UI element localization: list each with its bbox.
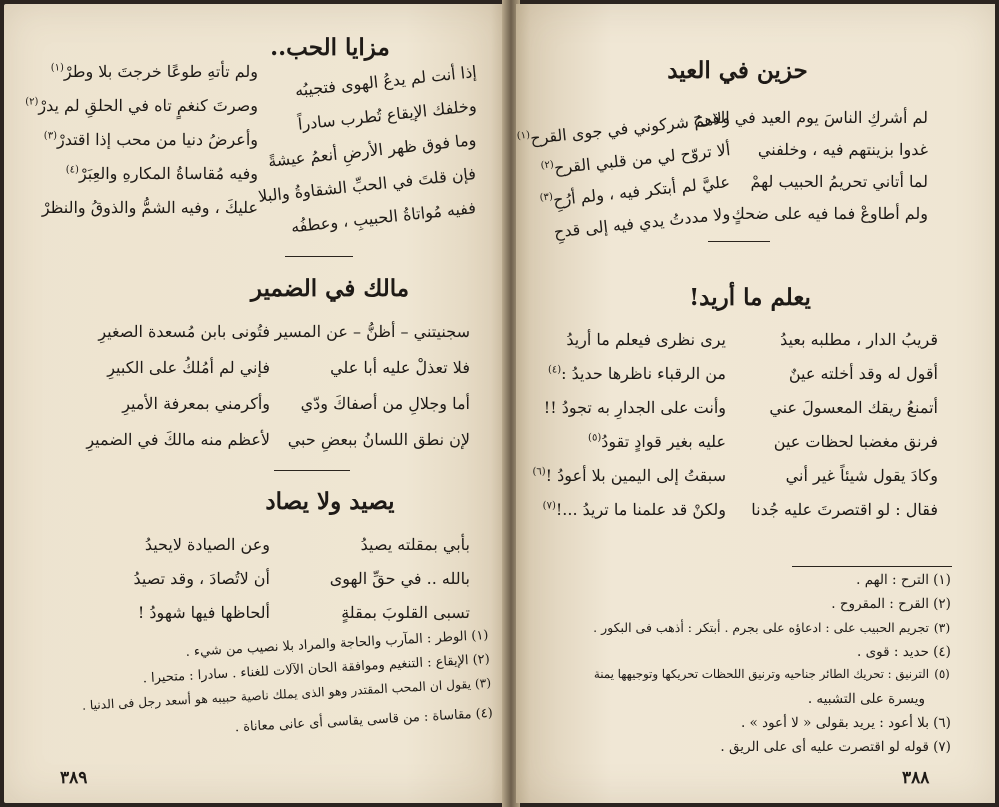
- footnote: (٥)الترنيق : تحريك الطائر جناحيه وترنيق اللحظات تحريكها وتوجيهها يمنة: [594, 667, 955, 681]
- poem-yasid: [110, 535, 470, 635]
- verse-second-hemistich: وصرتَ كنغمٍ تاه في الحلقِ لم يدرْ$^{(٢)}$: [25, 96, 258, 115]
- verse-first-hemistich: ولم أطاوعْ فما فيه على ضحكٍ: [731, 204, 928, 223]
- verse-second-hemistich: وعن الصيادة لايحيدُ: [144, 535, 270, 554]
- verse: [41, 198, 477, 237]
- verse-second-hemistich: ولاهمُ شركوني في جوى القرح$^{(١)}$: [516, 108, 731, 148]
- verse-first-hemistich: أما وجلالِ من أصفاكَ ودّي: [300, 394, 470, 413]
- verse: [540, 204, 928, 242]
- footnote-marker: (٣): [43, 130, 57, 142]
- poem-yaalam: [532, 330, 938, 530]
- footnote-number: (٧): [933, 739, 951, 755]
- page-number: ٣٨٩: [60, 768, 88, 788]
- footnote-number: (٦): [933, 715, 951, 731]
- verse-second-hemistich: يرى نظرى فيعلم ما أريدُ: [566, 330, 726, 349]
- verse: [539, 172, 928, 210]
- verse: [532, 466, 938, 496]
- footnote-marker: (٣): [539, 191, 554, 204]
- footnote: (٢) الإيقاع : التنغيم وموافقة الحان الآلات للغناء . سادرا : متحيرا .: [142, 651, 491, 687]
- verse: [25, 96, 477, 134]
- verse: [107, 358, 470, 388]
- verse-second-hemistich: سبقتُ إلى اليمين بلا أعودُ !$^{(٦)}$: [532, 466, 726, 485]
- page-number: ٣٨٨: [902, 768, 930, 788]
- verse-first-hemistich: فقال : لو اقتصرتَ عليه جُدنا: [751, 500, 938, 519]
- footnote: (٦)بلا أعود : يريد بقولى « لا أعود » .: [741, 715, 955, 731]
- verse-first-hemistich: بأبي بمقلته يصيدُ: [360, 535, 470, 554]
- verse-second-hemistich: أن لاتُصادَ ، وقد تصيدُ: [133, 569, 270, 588]
- verse: [532, 432, 938, 462]
- verse-first-hemistich: وخلفك الإيقاع تُطرب سادراً: [296, 96, 477, 134]
- verse-second-hemistich: عليه بغير قوادٍ تقودُ$^{(٥)}$: [588, 432, 726, 451]
- verse-first-hemistich: أقول له وقد أخلته عينٌ: [788, 364, 938, 383]
- verse: [110, 569, 470, 599]
- footnote-marker: (٦): [532, 466, 546, 478]
- verse-first-hemistich: بالله .. في حقِّ الهوى: [329, 569, 470, 588]
- footnote-number: (١): [933, 572, 951, 588]
- verse-first-hemistich: فإن قلتَ في الحبِّ الشقاوةُ والبلا: [257, 164, 477, 206]
- verse: [110, 394, 470, 424]
- footnote-marker: (٤): [65, 164, 79, 176]
- verse: [532, 500, 938, 530]
- verse-first-hemistich: لما أتاني تحريمُ الحبيب لهمْ: [750, 172, 928, 191]
- verse: [86, 430, 470, 460]
- footnote-marker: (٢): [539, 159, 555, 172]
- verse-second-hemistich: ألا تروّح لي من قلبي القرح$^{(٢)}$: [539, 140, 731, 178]
- verse: [43, 130, 477, 171]
- footnote-number: (٢): [933, 596, 951, 612]
- verse-second-hemistich: لأعظم منه مالكَ في الضميرِ: [86, 430, 270, 449]
- verse-second-hemistich: عليكَ ، وفيه الشمُّ والذوقُ والنظرْ: [41, 198, 258, 217]
- verse: [532, 398, 938, 428]
- verse: [98, 322, 470, 352]
- verse-first-hemistich: تسبى القلوبَ بمقلةٍ: [341, 603, 470, 622]
- verse: [516, 108, 928, 148]
- footnote-marker: (١): [50, 62, 64, 74]
- section-divider: [285, 256, 353, 257]
- verse-first-hemistich: لإن نطق اللسانُ ببعضِ حبي: [287, 430, 470, 449]
- verse-first-hemistich: قريبُ الدار ، مطلبه بعيدُ: [780, 330, 938, 349]
- footnote-separator: [792, 566, 952, 567]
- footnote: (٢)القرح : المقروح .: [831, 596, 955, 612]
- verse: [50, 62, 477, 101]
- poem-mazaya: [25, 62, 477, 237]
- verse-second-hemistich: فإني لم أمُلكُ على الكبيرِ: [107, 358, 270, 377]
- verse-second-hemistich: من الرقباء ناظرها حديدُ :$^{(٤)}$: [547, 364, 726, 383]
- footnote: (١)الترح : الهم .: [856, 572, 955, 588]
- verse-first-hemistich: غدوا بزينتهم فيه ، وخلفني: [757, 140, 928, 159]
- verse-first-hemistich: فرنق مغضبا لحظات عين: [773, 432, 938, 451]
- verse: [110, 535, 470, 565]
- footnote: (٤) مقاساة : من قاسى يقاسى أى عانى معاناة .: [234, 705, 494, 736]
- verse-second-hemistich: فتُونى بابن مُسعدة الصغيرِ: [98, 322, 270, 341]
- footnote-number: (٥): [934, 667, 950, 681]
- footnote: (٣) يقول ان المحب المقتدر وهو الذى يملك ناصية حبيبه هو أسعد رجل فى الدنيا .: [81, 675, 492, 713]
- verse-first-hemistich: إذا أنت لم يدعُ الهوى فتجيبُه: [293, 62, 477, 101]
- verse-second-hemistich: ألحاظها فيها شهودُ !: [137, 603, 270, 622]
- footnote-number: (٤): [933, 644, 951, 660]
- verse-second-hemistich: ولكنْ قد علمنا ما تريدُ ...!$^{(٧)}$: [542, 500, 726, 519]
- footnote-number: (٣): [933, 620, 951, 635]
- footnote-marker: (٥): [588, 432, 602, 444]
- verse: [532, 330, 938, 360]
- verse-first-hemistich: أتمنعُ ريقك المعسولَ عني: [769, 398, 938, 417]
- section-title: يعلم ما أريد!: [689, 284, 811, 311]
- verse-first-hemistich: ففيه مُواتاةُ الحبيبِ ، وعطفُه: [290, 198, 477, 237]
- footnotes-left: [59, 628, 496, 782]
- verse-first-hemistich: فلا تعذلْ عليه أبا علي: [330, 358, 470, 377]
- section-title: حزين في العيد: [667, 57, 808, 84]
- verse-first-hemistich: وكادَ يقول شيئاً غير أني: [785, 466, 938, 485]
- section-title: مالك في الضمير: [250, 275, 410, 302]
- verse: [532, 364, 938, 394]
- footnote-marker: (٢): [25, 96, 39, 108]
- verse-second-hemistich: وأعرضُ دنيا من محب إذا اقتدرْ$^{(٣)}$: [43, 130, 258, 149]
- verse-second-hemistich: عليَّ لم أبتكر فيه ، ولم أرُحِ$^{(٣)}$: [539, 172, 731, 210]
- verse-first-hemistich: سجنيتني – أظنُّ – عن المسير: [274, 322, 470, 341]
- footnote: (١) الوطر : المآرب والحاجة والمراد بلا نصيب من شيء .: [185, 628, 489, 660]
- verse: [110, 603, 470, 633]
- poem-hazin: [516, 108, 928, 242]
- verse-first-hemistich: لم أشركِ الناسَ يوم العيد في الفرح: [693, 108, 928, 127]
- footnote-marker: (١): [516, 129, 531, 142]
- verse-second-hemistich: ولم تأتهِ طوعًا خرجتَ بلا وطرْ$^{(١)}$: [50, 62, 258, 81]
- section-title: مزايا الحب..: [270, 34, 390, 61]
- verse: [65, 164, 477, 206]
- poem-malik: [86, 322, 470, 452]
- section-divider: [274, 470, 350, 471]
- footnote: (٤)حديد : قوى .: [857, 644, 955, 660]
- section-divider: [708, 241, 770, 242]
- verse-second-hemistich: وفيه مُقاساةُ المكارهِ والعِبَرْ$^{(٤)}$: [65, 164, 258, 183]
- footnote: (٧)قوله لو اقتصرت عليه أى على الريق .: [720, 739, 955, 755]
- footnote-marker: (٧): [542, 500, 556, 512]
- footnotes-right: [525, 572, 955, 762]
- verse-second-hemistich: ولا مددتُ يدي فيه إلى قدحِ: [553, 204, 731, 242]
- verse-first-hemistich: وما فوق ظهر الأرضِ أنعمُ عيشةً: [267, 130, 477, 171]
- footnote-marker: (٤): [547, 364, 562, 376]
- section-title: يصيد ولا يصاد: [265, 488, 395, 515]
- verse: [539, 140, 928, 178]
- footnote: (٣)تجريم الحبيب على : ادعاؤه على بجرم . أبتكر : أذهب فى البكور .: [593, 620, 955, 635]
- footnote: ويسرة على التشبيه .: [807, 691, 925, 707]
- verse-second-hemistich: وأنت على الجدارِ به تجودُ !!: [543, 398, 726, 417]
- verse-second-hemistich: وأكرمني بمعرفة الأميرِ: [122, 394, 270, 413]
